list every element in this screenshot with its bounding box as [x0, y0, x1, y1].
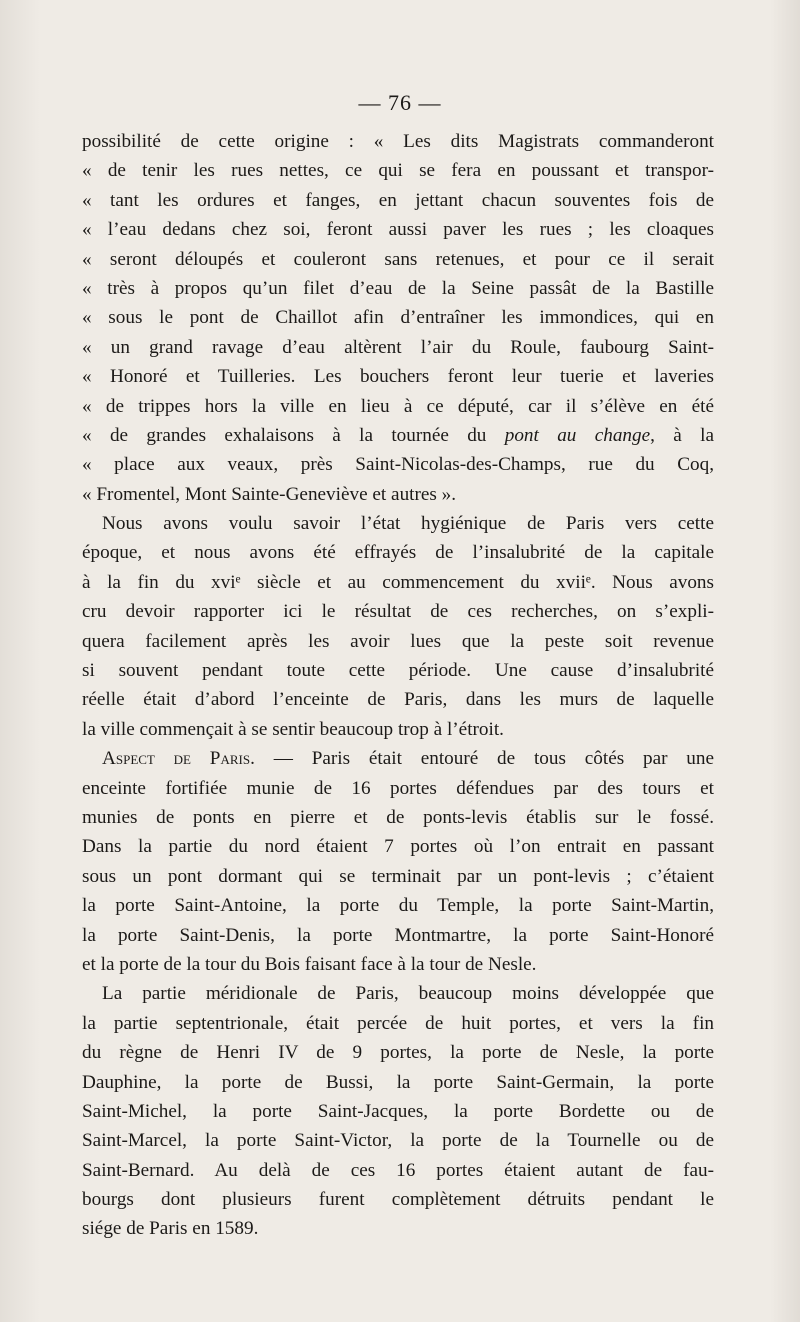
text-line: enceinte fortifiée munie de 16 portes défendues par des tours et	[82, 777, 714, 799]
text-line: La partie méridionale de Paris, beaucoup moins développée que	[102, 983, 714, 1005]
italic-phrase: pont au change	[504, 424, 651, 446]
text-segment: « de grandes exhalaisons à la tournée du	[82, 424, 505, 446]
text-segment: , à la	[650, 424, 714, 446]
text-line: à la fin du xviᵉ siècle et au commencement du xviiᵉ. Nous avons	[82, 571, 714, 593]
text-line: Nous avons voulu savoir l’état hygiénique de Paris vers cette	[102, 513, 714, 535]
text-line-with-italic	[82, 421, 714, 450]
text-line: Saint-Michel, la porte Saint-Jacques, la porte Bordette ou de	[82, 1100, 714, 1122]
text-line: cru devoir rapporter ici le résultat de ces recherches, on s’expli-	[82, 601, 714, 623]
text-line: « de trippes hors la ville en lieu à ce député, car il s’élève en été	[82, 395, 714, 417]
text-line: « très à propos qu’un filet d’eau de la Seine passât de la Bastille	[82, 277, 714, 299]
text-line: siége de Paris en 1589.	[82, 1218, 259, 1240]
text-line: « place aux veaux, près Saint-Nicolas-des-Champs, rue du Coq,	[82, 454, 714, 476]
text-line: « un grand ravage d’eau altèrent l’air du Roule, faubourg Saint-	[82, 336, 714, 358]
text-segment: — Paris était entouré de tous côtés par une	[254, 748, 714, 770]
text-line: époque, et nous avons été effrayés de l’insalubrité de la capitale	[82, 542, 714, 564]
section-heading: Aspect de Paris.	[102, 748, 255, 770]
text-line: la porte Saint-Antoine, la porte du Temple, la porte Saint-Martin,	[82, 895, 714, 917]
text-line: Saint-Bernard. Au delà de ces 16 portes étaient autant de fau-	[82, 1159, 714, 1181]
text-line: sous un pont dormant qui se terminait par un pont-levis ; c’étaient	[82, 865, 714, 887]
text-line: la porte Saint-Denis, la porte Montmartre, la porte Saint-Honoré	[82, 924, 714, 946]
text-line: « Fromentel, Mont Sainte-Geneviève et autres ».	[82, 483, 457, 505]
text-line: du règne de Henri IV de 9 portes, la porte de Nesle, la porte	[82, 1042, 714, 1064]
text-line: possibilité de cette origine : « Les dits Magistrats commanderont	[82, 131, 714, 152]
text-line: bourgs dont plusieurs furent complètement détruits pendant le	[82, 1189, 714, 1211]
text-line: « l’eau dedans chez soi, feront aussi paver les rues ; les cloaques	[82, 219, 714, 241]
text-line: la partie septentrionale, était percée de huit portes, et vers la fin	[82, 1012, 714, 1034]
text-line: réelle était d’abord l’enceinte de Paris, dans les murs de laquelle	[82, 689, 714, 711]
page-number: — 76 —	[358, 90, 442, 115]
text-line: quera facilement après les avoir lues que la peste soit revenue	[82, 630, 714, 652]
text-line: munies de ponts en pierre et de ponts-levis établis sur le fossé.	[82, 806, 714, 828]
text-line: Dans la partie du nord étaient 7 portes où l’on entrait en passant	[82, 836, 714, 858]
text-line: « seront déloupés et couleront sans retenues, et pour ce il serait	[82, 248, 714, 270]
text-line: Dauphine, la porte de Bussi, la porte Saint-Germain, la porte	[82, 1071, 714, 1093]
text-line: la ville commençait à se sentir beaucoup trop à l’étroit.	[82, 718, 504, 740]
text-line: « de tenir les rues nettes, ce qui se fera en poussant et transpor-	[82, 160, 714, 182]
text-line: « tant les ordures et fanges, en jettant chacun souventes fois de	[82, 189, 714, 211]
text-line: si souvent pendant toute cette période. Une cause d’insalubrité	[82, 660, 714, 682]
text-line: « Honoré et Tuilleries. Les bouchers feront leur tuerie et laveries	[82, 366, 714, 388]
body-text	[82, 127, 714, 1244]
section-heading-line	[82, 744, 714, 773]
text-line: Saint-Marcel, la porte Saint-Victor, la porte de la Tournelle ou de	[82, 1130, 714, 1152]
text-line: « sous le pont de Chaillot afin d’entraîner les immondices, qui en	[82, 307, 714, 329]
text-line: et la porte de la tour du Bois faisant face à la tour de Nesle.	[82, 953, 537, 975]
